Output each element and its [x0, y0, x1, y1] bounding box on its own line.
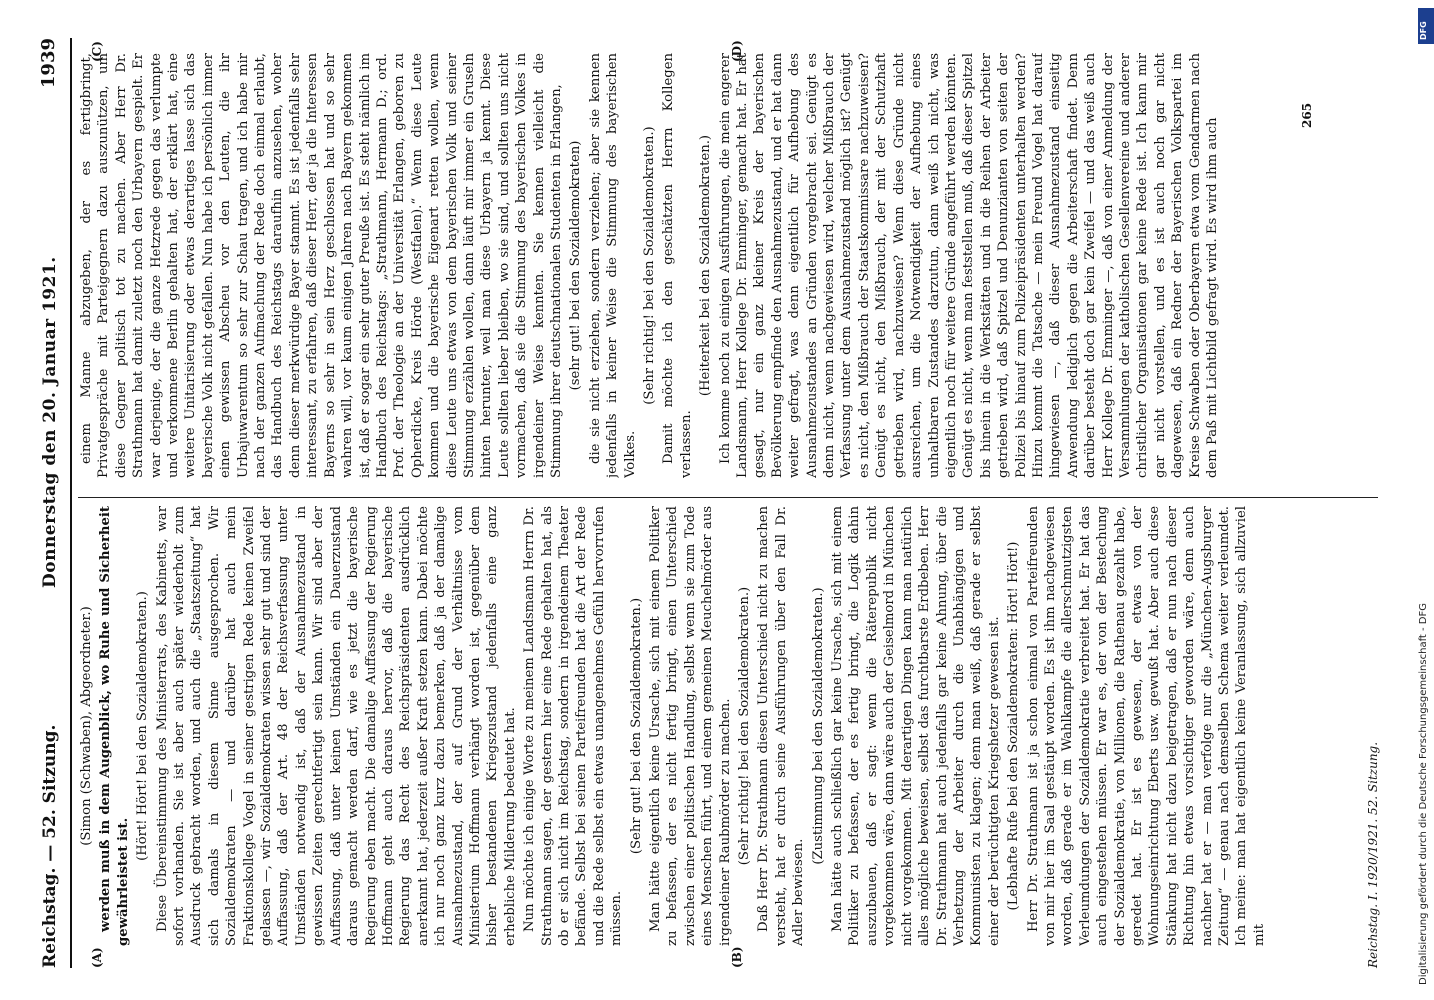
interjection: (Lebhafte Rufe bei den Sozialdemokraten: Hört! Hört!)	[1006, 541, 1022, 911]
margin-marker-d: (D)	[730, 40, 744, 62]
interjection: (Heiterkeit bei den Sozialdemokraten.)	[698, 134, 714, 397]
interjection: (Zustimmung bei den Sozialdemokraten.)	[810, 587, 826, 865]
paragraph: Daß Herr Dr. Strathmann diesen Unterschied nicht zu machen versteht, hat er durch seine Ausführungen über den Fall Dr. Adler bewiesen.	[756, 506, 807, 946]
interjection: (Sehr gut! bei den Sozialdemokraten.)	[628, 597, 644, 855]
dfg-logo	[1418, 8, 1434, 44]
page-header	[30, 38, 72, 968]
interjection: (sehr gut! bei den Sozialdemokraten)	[568, 140, 584, 391]
interjection: (Sehr richtig! bei den Sozialdemokraten.)	[642, 126, 657, 405]
header-left: Reichstag. — 52. Sitzung.	[40, 724, 60, 968]
left-column	[78, 506, 1388, 946]
dfg-logo-text: DFG	[1419, 21, 1428, 40]
paragraph: Diese Übereinstimmung des Ministerrats, des Kabinetts, war sofort vorhanden. Sie ist aber auch später wiederholt zum Ausdruck gebracht worden, und auch die „Staatszeitung“ hat sich damals in diesem Sinne ausgesprochen. Wir Sozialdemokraten — und darüber hat auch mein Fraktionskollege Vogel in seiner gestrigen Rede keinen Zweifel gelassen —, wir Sozialdemokraten wissen sehr gut und sind der Auffassung, daß der Art. 48 der Reichsverfassung unter Umständen notwendig ist, daß der Ausnahmezustand in gewissen Zeiten gerechtfertigt sein kann. Wir sind aber der Auffassung, daß unter keinen Umständen ein Dauerzustand daraus gemacht werden darf, wie es jetzt die bayerische Regierung eben macht. Die damalige Auffassung der Regierung Hoffmann geht auch daraus hervor, daß die bayerische Regierung das Recht des Reichspräsidenten ausdrücklich anerkannt hat, jederzeit außer Kraft setzen kann. Dabei möchte ich nur noch ganz kurz dazu bemerken, daß ja der damalige Ausnahmezustand, der auf Grund der Verhältnisse vom Ministerium Hoffmann verhängt worden ist, gegenüber dem bisher bestandenen Kriegszustand jedenfalls eine ganz erhebliche Milderung bedeutet hat.	[154, 506, 518, 946]
margin-marker-a: (A)	[90, 947, 104, 968]
paragraph: Damit möchte ich den geschätzten Herrn Kollegen verlassen.	[661, 53, 694, 478]
margin-marker-c: (C)	[90, 41, 104, 62]
sheet-number: 265	[1300, 102, 1314, 128]
interjection: (Hört! Hört! bei den Sozialdemokraten.)	[135, 591, 151, 861]
page-number: 1939	[38, 38, 59, 89]
digitization-note	[1418, 10, 1432, 990]
rotated-page	[30, 38, 1390, 968]
paragraph: die sie nicht erziehen, sondern verziehen; aber sie kennen jedenfalls in keiner Weise die Stimmung des bayerischen Volkes.	[587, 53, 638, 478]
interjection: (Sehr richtig! bei den Sozialdemokraten.)	[737, 586, 753, 866]
paragraph: Nun möchte ich einige Worte zu meinem Landsmann Herrn Dr. Strathmann sagen, der gestern hier eine Rede gehalten hat, als ob er sich nicht im Reichstag, sondern in irgendeinem Theater befände. Selbst bei seinen Parteifreunden hat die Art der Rede und die Rede selbst ein etwas unangenehmes Gefühl hervorrufen müssen.	[522, 506, 625, 946]
paragraph: Ich komme noch zu einigen Ausführungen, die mein engerer Landsmann, Herr Kollege Dr. Emminger, gemacht hat. Er hat gesagt, nur ein ganz kleiner Kreis der bayerischen Bevölkerung empfinde den Ausnahmezustand, und er hat dann weiter gefragt, was denn eigentlich für Aufhebung des Ausnahmezustandes an Gründen vorgebracht sei. Genügt es denn nicht, wenn nachgewiesen wird, welcher Mißbrauch der Verfassung unter dem Ausnahmezustand möglich ist? Genügt es nicht, den Mißbrauch der Staatskommissare nachzuweisen? Genügt es nicht, den Mißbrauch, der mit der Schutzhaft getrieben wird, nachzuweisen? Wenn diese Gründe nicht ausreichen, um die Notwendigkeit der Aufhebung eines unhaltbaren Zustandes darzutun, dann weiß ich nicht, was eigentlich noch für weitere Gründe angeführt werden könnten. Genügt es nicht, wenn man feststellen muß, daß dieser Spitzel bis hinein in die Werkstätten und in die Reihen der Arbeiter getrieben wird, daß Spitzel und Denunzianten von seiten der Polizei bis hinauf zum Polizeipräsidenten unterhalten werden? Hinzu kommt die Tatsache — mein Freund Vogel hat darauf hingewiesen —, daß dieser Ausnahmezustand einseitig Anwendung lediglich gegen die Arbeiterschaft findet. Denn darüber besteht doch gar kein Zweifel — und das weiß auch Herr Kollege Dr. Emminger —, daß von einer Anmeldung der Versammlungen der katholischen Gesellenvereine und anderer christlicher Organisationen gar keine Rede ist. Ich kann mir gar nicht vorstellen, und es ist auch noch gar nicht dagewesen, daß ein Redner der Bayerischen Volkspartei im Kreise Schwaben oder Oberbayern etwa vom Gendarmen nach dem Paß mit Lichtbild gefragt wird. Es wird ihm auch	[717, 53, 1220, 478]
paragraph: werden muß in dem Augenblick, wo Ruhe und Sicherheit gewährleistet ist.	[98, 506, 131, 946]
paragraph: Herr Dr. Strathmann ist ja schon einmal von Parteifreunden von mir hier im Saal gestäupt worden. Es ist ihm nachgewiesen worden, daß gerade er im Wahlkampfe die allerschmutzigsten Verleumdungen der Sozialdemokratie verbreitet hat. Er hat das auch eingestehen müssen. Er war es, der von der Bestechung der Sozialdemokratie, von Millionen, die Rathenau gezahlt habe, geredet hat. Er ist es gewesen, der etwas von der Wohnungseinrichtung Eberts usw. gewußt hat. Aber auch diese Stänkung hat nicht dazu beigetragen, daß er nun nach dieser Richtung hin etwas vorsichtiger geworden wäre, denn auch nachher hat er — man verfolge nur die „München-Augsburger Zeitung“ — genau nach demselben Schema weiter verleumdet. Ich meine: man hat eigentlich keine Veranlassung, sich allzuviel mit	[1025, 506, 1267, 946]
page-footer: Reichstag. I. 1920/1921. 52. Sitzung.	[1366, 741, 1380, 968]
right-column	[78, 53, 1388, 478]
digitization-note-text: Digitalisierung gefördert durch die Deutsche Forschungsgemeinschaft - DFG	[1418, 602, 1429, 985]
paragraph: Man hätte auch schließlich gar keine Ursache, sich mit einem Politiker zu befassen, der es fertig bringt, die Logik dahin auszubauen, daß er sagt: wenn die Räterepublik nicht vorgekommen wäre, dann wäre auch der Geiselmord in München nicht vorgekommen. Mit derartigen Dingen kann man natürlich alles mögliche beweisen, selbst das furchtbarste Erdbeben. Herr Dr. Strathmann hat auch jedenfalls gar keine Ahnung, über die Verhetzung der Arbeiter durch die Unabhängigen und Kommunisten zu klagen; denn man weiß, daß gerade er selbst einer der berüchtigten Kriegshetzer gewesen ist.	[830, 506, 1002, 946]
header-date: Donnerstag den 20. Januar 1921.	[40, 256, 60, 588]
margin-marker-b: (B)	[730, 946, 744, 968]
paragraph: Man hätte eigentlich keine Ursache, sich mit einem Politiker zu befassen, der es nicht fertig bringt, einen Unterschied zwischen einer politischen Handlung, selbst wenn sie zum Tode eines Menschen führt, und einem gemeinen Meuchelmörder aus irgendeiner Raubmörder zu machen.	[648, 506, 733, 946]
interjection: (Simon (Schwaben), Abgeordneter.)	[79, 606, 94, 846]
paragraph: einem Manne abzugeben, der es fertigbringt, Privatgespräche mit Parteigegnern dazu auszunützen, um diese Gegner politisch tot zu machen. Aber Herr Dr. Strathmann hat damit zuletzt noch den Urbayern gespielt. Er war derjenige, der die ganze Hetzrede gegen das verlumpte und verkommene Berlin gehalten hat, der erklärt hat, eine weitere Unitarisierung oder etwas derartiges lasse sich das bayerische Volk nicht gefallen. Nun habe ich persönlich immer einen gewissen Abscheu vor den Leuten, die ihr Urbajuwarentum so sehr zur Schau tragen, und ich habe mir nach der ganzen Aufmachung der Rede doch einmal erlaubt, das Handbuch des Reichstags daraufhin anzusehen, woher denn dieser merkwürdige Bayer stammt. Es ist jedenfalls sehr interessant, zu erfahren, daß dieser Herr, der ja die Interessen Bayerns so sehr in sein Herz geschlossen hat und so sehr wahren will, vor kaum einigen Jahren nach Bayern gekommen ist, daß er sogar ein sehr guter Preuße ist. Es steht nämlich im Handbuch des Reichstags: „Strathmann, Hermann D.; ord. Prof. der Theologie an der Universität Erlangen, geboren zu Opherdicke, Kreis Hörde (Westfalen).“ Wenn diese Leute kommen und die bayerische Eigenart retten wollen, wenn diese Leute uns etwas von dem bayerischen Volk und seiner Stimmung erzählen wollen, dann läuft mir immer ein Gruseln hinten herunter, weil man diese Urbayern ja kennt. Diese Leute sollten lieber bleiben, wo sie sind, und sollten uns nicht vormachen, daß sie die Stimmung des bayerischen Volkes in irgendeiner Weise kennten. Sie kennen vielleicht die Stimmung ihrer deutschnationalen Studenten in Erlangen,	[79, 53, 564, 478]
column-divider	[78, 497, 1378, 498]
